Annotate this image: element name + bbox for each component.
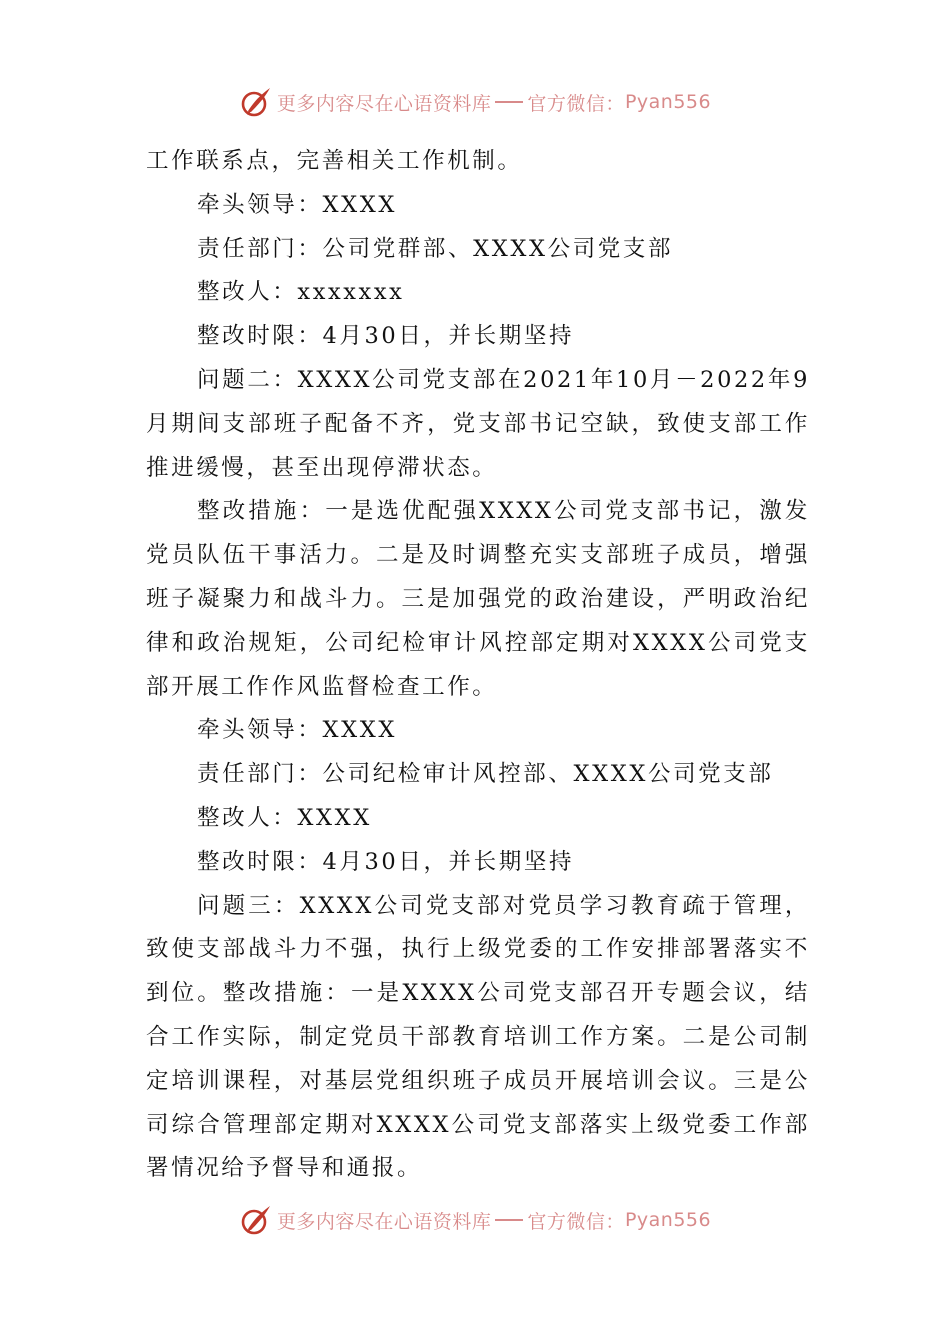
paragraph: 整改人：xxxxxxx [197, 279, 405, 306]
paragraph: 问题二：XXXX公司党支部在2021年10月－2022年9月期间支部班子配备不齐，党支部书记空缺，致使支部工作推进缓慢，甚至出现停滞状态。 [146, 366, 810, 481]
footer-watermark [0, 1202, 950, 1238]
paragraph: 工作联系点，完善相关工作机制。 [146, 148, 523, 174]
paragraph: 牵头领导：XXXX [197, 191, 397, 218]
watermark-suffix: 官方微信： [527, 1210, 625, 1233]
quill-logo-icon [239, 85, 273, 119]
watermark-text: 更多内容尽在心语资料库 [276, 1210, 492, 1233]
watermark-dash [495, 101, 523, 103]
paragraph: 责任部门：公司纪检审计风控部、XXXX公司党支部 [197, 761, 774, 788]
watermark-text: 更多内容尽在心语资料库 [276, 92, 492, 115]
paragraph: 问题三：XXXX公司党支部对党员学习教育疏于管理，致使支部战斗力不强，执行上级党委的工作安排部署落实不到位。整改措施：一是XXXX公司党支部召开专题会议，结合工作实际，制定党员干部教育培训工作方案。二是公司制定培训课程，对基层党组织班子成员开展培训会议。三是公司综合管理部定期对XXXX公司党支部落实上级党委工作部署情况给予督导和通报。 [146, 892, 810, 1182]
watermark-wechat: Pyan556 [624, 91, 712, 113]
document-body [146, 140, 810, 1191]
header-watermark [0, 82, 950, 122]
watermark-wechat: Pyan556 [624, 1209, 712, 1231]
watermark-suffix: 官方微信： [527, 92, 625, 115]
paragraph: 牵头领导：XXXX [197, 717, 397, 744]
paragraph: 整改时限：4月30日，并长期坚持 [197, 848, 575, 875]
paragraph: 整改时限：4月30日，并长期坚持 [197, 323, 575, 350]
paragraph: 整改措施：一是选优配强XXXX公司党支部书记，激发党员队伍干事活力。二是及时调整充实支部班子成员，增强班子凝聚力和战斗力。三是加强党的政治建设，严明政治纪律和政治规矩，公司纪检审计风控部定期对XXXX公司党支部开展工作作风监督检查工作。 [146, 498, 810, 700]
watermark-dash [495, 1219, 523, 1221]
paragraph: 责任部门：公司党群部、XXXX公司党支部 [197, 235, 674, 262]
quill-logo-icon [239, 1203, 273, 1237]
paragraph: 整改人：XXXX [197, 804, 372, 831]
